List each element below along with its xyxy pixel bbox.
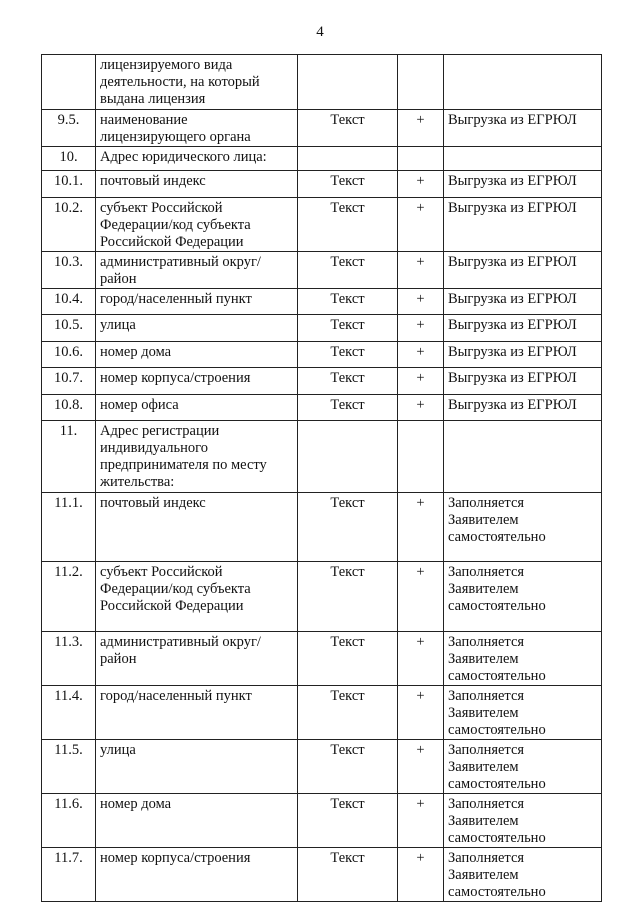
row-number-cell <box>42 848 96 902</box>
field-name-line: Российской Федерации <box>100 234 244 250</box>
field-type-cell <box>298 289 398 315</box>
field-name-line: лицензируемого вида <box>100 57 233 73</box>
field-type-cell <box>298 686 398 740</box>
field-name-line: выдана лицензия <box>100 91 206 107</box>
data-source-line: самостоятельно <box>448 668 546 684</box>
field-type-cell <box>298 562 398 632</box>
field-name-line: индивидуального <box>100 440 208 456</box>
field-name-line: наименование <box>100 112 188 128</box>
required-mark: + <box>416 564 425 580</box>
required-mark: + <box>416 317 425 333</box>
data-source-line: Выгрузка из ЕГРЮЛ <box>448 397 577 413</box>
field-name-cell <box>96 171 298 198</box>
required-mark-cell <box>398 252 444 289</box>
requirements-table <box>41 54 602 902</box>
data-source-cell <box>444 110 602 147</box>
field-type-cell <box>298 395 398 421</box>
field-name-cell <box>96 493 298 562</box>
field-type: Текст <box>330 254 365 270</box>
required-mark: + <box>416 173 425 189</box>
required-mark: + <box>416 344 425 360</box>
required-mark: + <box>416 688 425 704</box>
data-source-cell <box>444 848 602 902</box>
field-type: Текст <box>330 200 365 216</box>
required-mark-cell <box>398 198 444 252</box>
row-number: 11.3. <box>54 634 83 650</box>
data-source-line: Выгрузка из ЕГРЮЛ <box>448 317 577 333</box>
data-source-cell <box>444 686 602 740</box>
required-mark: + <box>416 850 425 866</box>
row-number-cell <box>42 562 96 632</box>
row-number-cell <box>42 421 96 493</box>
required-mark-cell <box>398 794 444 848</box>
table-row <box>42 252 602 289</box>
row-number-cell <box>42 686 96 740</box>
data-source-line: Выгрузка из ЕГРЮЛ <box>448 291 577 307</box>
field-type: Текст <box>330 564 365 580</box>
field-name-line: район <box>100 271 137 287</box>
table-row <box>42 289 602 315</box>
data-source-line: Выгрузка из ЕГРЮЛ <box>448 344 577 360</box>
data-source-line: Заполняется <box>448 688 525 704</box>
page-number: 4 <box>316 24 324 40</box>
row-number-cell <box>42 110 96 147</box>
field-type-cell <box>298 198 398 252</box>
row-number-cell <box>42 147 96 171</box>
field-name-cell <box>96 632 298 686</box>
field-name-cell <box>96 55 298 110</box>
row-number-cell <box>42 632 96 686</box>
data-source-line: Выгрузка из ЕГРЮЛ <box>448 254 577 270</box>
table-row <box>42 342 602 368</box>
required-mark: + <box>416 200 425 216</box>
field-name-line: лицензирующего органа <box>100 129 251 145</box>
required-mark-cell <box>398 342 444 368</box>
field-name-line: жительства: <box>100 474 175 490</box>
required-mark-cell <box>398 55 444 110</box>
table-row <box>42 198 602 252</box>
field-type-cell <box>298 848 398 902</box>
row-number: 10.3. <box>54 254 83 270</box>
row-number: 10.4. <box>54 291 83 307</box>
field-type-cell <box>298 421 398 493</box>
table-row <box>42 562 602 632</box>
field-type: Текст <box>330 397 365 413</box>
field-name-cell <box>96 794 298 848</box>
field-type: Текст <box>330 850 365 866</box>
field-type: Текст <box>330 344 365 360</box>
data-source-line: самостоятельно <box>448 884 546 900</box>
field-type-cell <box>298 55 398 110</box>
required-mark-cell <box>398 686 444 740</box>
field-type: Текст <box>330 370 365 386</box>
table-row <box>42 368 602 395</box>
field-type: Текст <box>330 796 365 812</box>
field-name-line: город/населенный пункт <box>100 688 252 704</box>
data-source-line: Заполняется <box>448 742 525 758</box>
field-name-line: субъект Российской <box>100 200 223 216</box>
required-mark-cell <box>398 493 444 562</box>
field-name-line: почтовый индекс <box>100 495 206 511</box>
field-type-cell <box>298 493 398 562</box>
data-source-line: Выгрузка из ЕГРЮЛ <box>448 370 577 386</box>
field-name-cell <box>96 562 298 632</box>
row-number-cell <box>42 55 96 110</box>
required-mark: + <box>416 254 425 270</box>
data-source-cell <box>444 562 602 632</box>
data-source-line: Заполняется <box>448 564 525 580</box>
field-type: Текст <box>330 173 365 189</box>
row-number: 10.1. <box>54 173 83 189</box>
data-source-line: Выгрузка из ЕГРЮЛ <box>448 200 577 216</box>
table-row <box>42 147 602 171</box>
data-source-line: Заявителем <box>448 512 519 528</box>
table-row <box>42 315 602 342</box>
field-name-cell <box>96 368 298 395</box>
field-name-line: номер корпуса/строения <box>100 370 251 386</box>
data-source-line: Заполняется <box>448 796 525 812</box>
data-source-cell <box>444 368 602 395</box>
required-mark: + <box>416 495 425 511</box>
data-source-line: самостоятельно <box>448 598 546 614</box>
field-type: Текст <box>330 742 365 758</box>
row-number-cell <box>42 740 96 794</box>
data-source-cell <box>444 342 602 368</box>
required-mark-cell <box>398 421 444 493</box>
required-mark-cell <box>398 395 444 421</box>
field-name-line: Адрес регистрации <box>100 423 220 439</box>
field-name-line: номер дома <box>100 344 172 360</box>
field-type-cell <box>298 147 398 171</box>
data-source-cell <box>444 289 602 315</box>
data-source-line: самостоятельно <box>448 529 546 545</box>
row-number-cell <box>42 368 96 395</box>
field-type-cell <box>298 110 398 147</box>
required-mark-cell <box>398 740 444 794</box>
field-type-cell <box>298 794 398 848</box>
table-row <box>42 421 602 493</box>
data-source-line: Заполняется <box>448 850 525 866</box>
row-number-cell <box>42 794 96 848</box>
field-type-cell <box>298 342 398 368</box>
field-name-cell <box>96 110 298 147</box>
row-number: 10.8. <box>54 397 83 413</box>
required-mark-cell <box>398 289 444 315</box>
field-type-cell <box>298 368 398 395</box>
data-source-cell <box>444 632 602 686</box>
required-mark: + <box>416 370 425 386</box>
row-number: 11.5. <box>54 742 83 758</box>
field-type-cell <box>298 315 398 342</box>
table-row <box>42 493 602 562</box>
data-source-cell <box>444 55 602 110</box>
row-number: 11.1. <box>54 495 83 511</box>
required-mark-cell <box>398 562 444 632</box>
required-mark: + <box>416 796 425 812</box>
field-name-cell <box>96 147 298 171</box>
table-row <box>42 171 602 198</box>
field-name-line: административный округ/ <box>100 634 261 650</box>
required-mark: + <box>416 291 425 307</box>
required-mark: + <box>416 112 425 128</box>
data-source-line: Заявителем <box>448 651 519 667</box>
data-source-cell <box>444 315 602 342</box>
data-source-line: самостоятельно <box>448 776 546 792</box>
row-number: 11.7. <box>54 850 83 866</box>
field-name-cell <box>96 421 298 493</box>
required-mark-cell <box>398 147 444 171</box>
field-name-line: Адрес юридического лица: <box>100 149 267 165</box>
data-source-cell <box>444 147 602 171</box>
data-source-cell <box>444 198 602 252</box>
field-name-line: предпринимателя по месту <box>100 457 267 473</box>
required-mark-cell <box>398 368 444 395</box>
table-row <box>42 395 602 421</box>
field-name-line: район <box>100 651 137 667</box>
row-number: 11.4. <box>54 688 83 704</box>
field-type: Текст <box>330 495 365 511</box>
field-name-line: деятельности, на который <box>100 74 260 90</box>
table-row <box>42 848 602 902</box>
required-mark-cell <box>398 848 444 902</box>
row-number-cell <box>42 171 96 198</box>
field-type: Текст <box>330 291 365 307</box>
field-name-cell <box>96 342 298 368</box>
data-source-line: Заявителем <box>448 867 519 883</box>
field-name-line: Федерации/код субъекта <box>100 581 251 597</box>
data-source-cell <box>444 421 602 493</box>
field-name-line: улица <box>100 317 136 333</box>
row-number: 10.7. <box>54 370 83 386</box>
row-number: 10.2. <box>54 200 83 216</box>
row-number-cell <box>42 315 96 342</box>
row-number: 11.2. <box>54 564 83 580</box>
field-name-cell <box>96 395 298 421</box>
data-source-cell <box>444 171 602 198</box>
field-type: Текст <box>330 112 365 128</box>
data-source-line: Заявителем <box>448 813 519 829</box>
field-name-line: административный округ/ <box>100 254 261 270</box>
required-mark-cell <box>398 315 444 342</box>
field-type-cell <box>298 171 398 198</box>
field-name-cell <box>96 198 298 252</box>
field-name-line: почтовый индекс <box>100 173 206 189</box>
data-source-cell <box>444 493 602 562</box>
row-number-cell <box>42 198 96 252</box>
row-number-cell <box>42 395 96 421</box>
table-row <box>42 632 602 686</box>
data-source-line: Заявителем <box>448 581 519 597</box>
data-source-line: самостоятельно <box>448 830 546 846</box>
field-name-cell <box>96 848 298 902</box>
row-number-cell <box>42 342 96 368</box>
required-mark: + <box>416 742 425 758</box>
row-number-cell <box>42 252 96 289</box>
data-source-line: Заполняется <box>448 495 525 511</box>
required-mark-cell <box>398 171 444 198</box>
data-source-line: Заявителем <box>448 759 519 775</box>
field-name-line: номер корпуса/строения <box>100 850 251 866</box>
row-number-cell <box>42 493 96 562</box>
row-number: 10. <box>59 149 78 165</box>
field-name-line: номер офиса <box>100 397 179 413</box>
field-type-cell <box>298 252 398 289</box>
field-name-cell <box>96 252 298 289</box>
field-type: Текст <box>330 634 365 650</box>
field-name-line: номер дома <box>100 796 172 812</box>
data-source-line: Выгрузка из ЕГРЮЛ <box>448 112 577 128</box>
field-name-line: Российской Федерации <box>100 598 244 614</box>
required-mark: + <box>416 397 425 413</box>
data-source-line: Заявителем <box>448 705 519 721</box>
row-number: 11. <box>59 423 78 439</box>
row-number-cell <box>42 289 96 315</box>
field-name-line: город/населенный пункт <box>100 291 252 307</box>
data-source-line: самостоятельно <box>448 722 546 738</box>
table-row <box>42 794 602 848</box>
table-body <box>42 55 602 902</box>
field-name-line: субъект Российской <box>100 564 223 580</box>
field-type: Текст <box>330 317 365 333</box>
row-number: 9.5. <box>57 112 80 128</box>
field-name-cell <box>96 289 298 315</box>
data-source-cell <box>444 395 602 421</box>
required-mark-cell <box>398 632 444 686</box>
field-name-cell <box>96 740 298 794</box>
table-row <box>42 686 602 740</box>
field-name-cell <box>96 686 298 740</box>
required-mark-cell <box>398 110 444 147</box>
field-name-line: улица <box>100 742 136 758</box>
data-source-cell <box>444 252 602 289</box>
row-number: 10.5. <box>54 317 83 333</box>
field-type: Текст <box>330 688 365 704</box>
table-row <box>42 55 602 110</box>
field-type-cell <box>298 632 398 686</box>
table-row <box>42 110 602 147</box>
data-source-cell <box>444 740 602 794</box>
required-mark: + <box>416 634 425 650</box>
data-source-line: Выгрузка из ЕГРЮЛ <box>448 173 577 189</box>
field-name-cell <box>96 315 298 342</box>
row-number: 10.6. <box>54 344 83 360</box>
field-type-cell <box>298 740 398 794</box>
table-row <box>42 740 602 794</box>
field-name-line: Федерации/код субъекта <box>100 217 251 233</box>
data-source-cell <box>444 794 602 848</box>
row-number: 11.6. <box>54 796 83 812</box>
data-source-line: Заполняется <box>448 634 525 650</box>
